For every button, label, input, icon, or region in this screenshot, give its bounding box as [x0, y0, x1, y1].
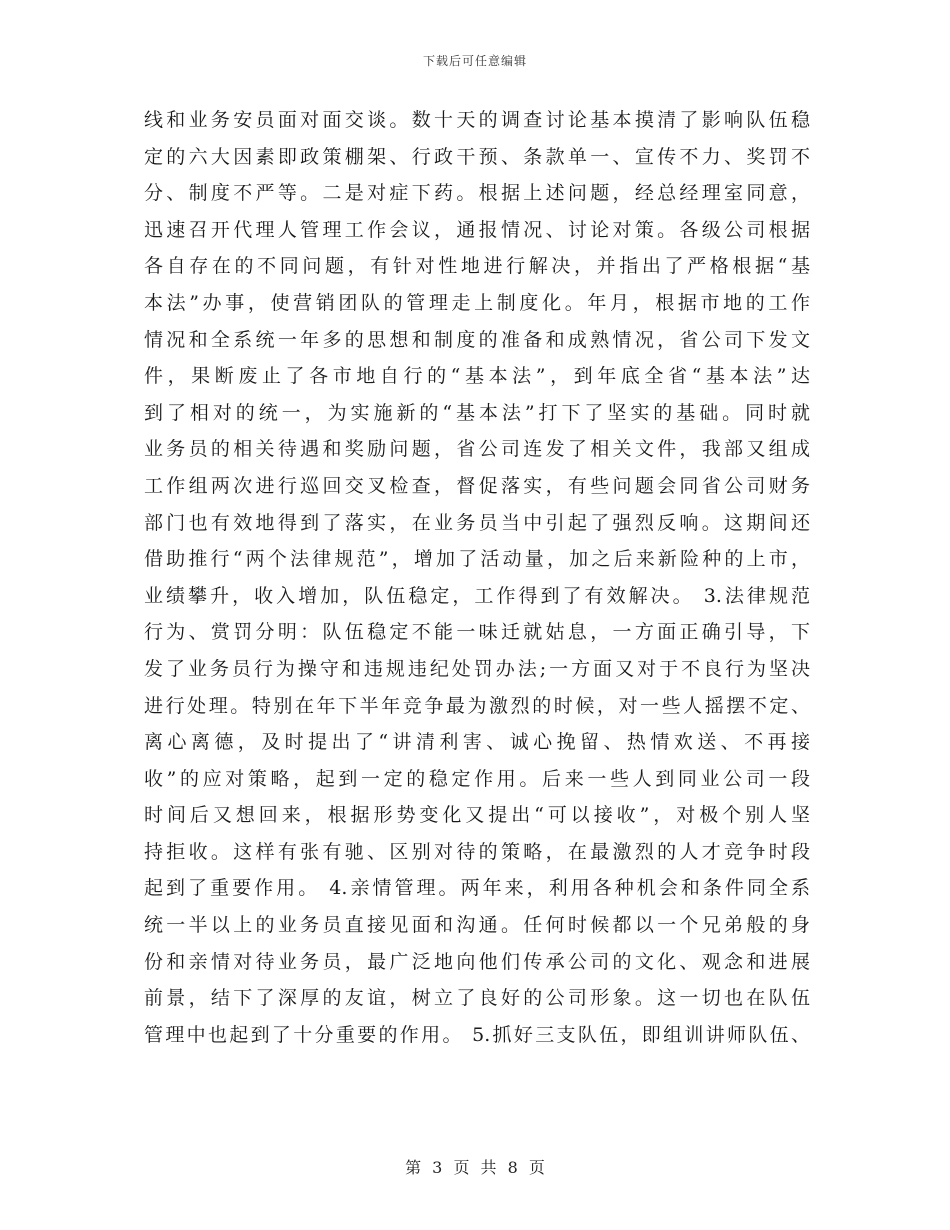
text-line: 收”的应对策略，起到一定的稳定作用。后来一些人到同业公司一段	[144, 767, 810, 790]
text-line: 部门也有效地得到了落实，在业务员当中引起了强烈反响。这期间还	[144, 511, 810, 534]
text-line: 定的六大因素即政策棚架、行政干预、条款单一、宣传不力、奖罚不	[144, 145, 810, 168]
text-line: 业绩攀升，收入增加，队伍稳定，工作得到了有效解决。 3.法律规范	[144, 584, 810, 607]
text-line: 发了业务员行为操守和违规违纪处罚办法;一方面又对于不良行为坚决	[144, 657, 810, 680]
text-line: 统一半以上的业务员直接见面和沟通。任何时候都以一个兄弟般的身	[144, 914, 810, 937]
text-line: 线和业务安员面对面交谈。数十天的调查讨论基本摸清了影响队伍稳	[144, 109, 810, 131]
text-line: 份和亲情对待业务员，最广泛地向他们传承公司的文化、观念和进展	[144, 950, 810, 973]
text-line: 业务员的相关待遇和奖励问题，省公司连发了相关文件，我部又组成	[144, 438, 810, 461]
page-header-note: 下载后可任意编辑	[422, 54, 527, 68]
text-line: 离心离德，及时提出了“讲清利害、诚心挽留、热情欢送、不再接	[144, 731, 810, 754]
text-line: 借助推行“两个法律规范”，增加了活动量，加之后来新险种的上市，	[144, 548, 810, 571]
text-line: 持拒收。这样有张有驰、区别对待的策略，在最激烈的人才竞争时段	[144, 840, 810, 863]
text-line: 进行处理。特别在年下半年竞争最为激烈的时候，对一些人摇摆不定、	[144, 694, 810, 717]
body-text	[144, 102, 810, 1053]
text-line: 到了相对的统一，为实施新的“基本法”打下了坚实的基础。同时就	[144, 401, 810, 424]
page-number: 第 3 页 共 8 页	[405, 1158, 545, 1177]
text-line: 迅速召开代理人管理工作会议，通报情况、讨论对策。各级公司根据	[144, 218, 810, 241]
text-line: 管理中也起到了十分重要的作用。 5.抓好三支队伍，即组训讲师队伍、	[144, 1023, 810, 1046]
text-line: 件，果断废止了各市地自行的“基本法”，到年底全省“基本法”达	[144, 365, 810, 388]
text-line: 前景，结下了深厚的友谊，树立了良好的公司形象。这一切也在队伍	[144, 987, 810, 1010]
text-line: 分、制度不严等。二是对症下药。根据上述问题，经总经理室同意，	[144, 182, 810, 205]
text-line: 起到了重要作用。 4.亲情管理。两年来，利用各种机会和条件同全系	[144, 877, 810, 900]
text-line: 时间后又想回来，根据形势变化又提出“可以接收”，对极个别人坚	[144, 804, 810, 827]
text-line: 情况和全系统一年多的思想和制度的准备和成熟情况，省公司下发文	[144, 328, 810, 351]
text-line: 行为、赏罚分明：队伍稳定不能一味迁就姑息，一方面正确引导，下	[144, 621, 810, 644]
text-line: 工作组两次进行巡回交叉检查，督促落实，有些问题会同省公司财务	[144, 474, 810, 497]
text-line: 本法”办事，使营销团队的管理走上制度化。年月，根据市地的工作	[144, 291, 810, 314]
text-line: 各自存在的不同问题，有针对性地进行解决，并指出了严格根据“基	[144, 255, 810, 278]
